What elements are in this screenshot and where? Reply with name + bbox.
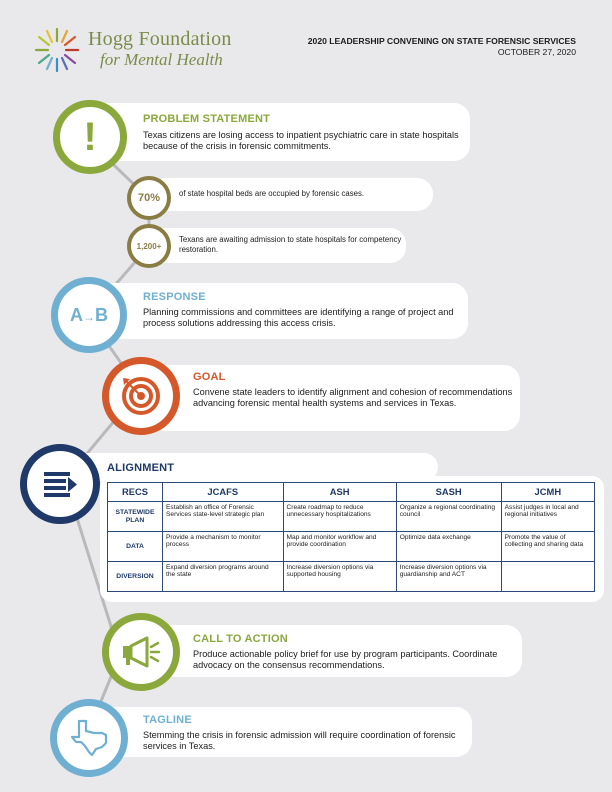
alignment-table	[107, 482, 595, 592]
alignment-circle	[20, 444, 100, 524]
table-cell: Assist judges in local and regional initiatives	[501, 502, 594, 532]
goal-body: Convene state leaders to identify alignment and cohesion of recommendations advancing forensic mental health systems and services in Texas.	[193, 387, 513, 409]
org-name: Hogg Foundation	[88, 28, 232, 50]
column-header: JCMH	[501, 483, 594, 502]
target-icon	[121, 376, 161, 416]
alignment-title: ALIGNMENT	[107, 462, 175, 474]
table-row	[108, 532, 595, 562]
response-circle	[51, 277, 127, 353]
tagline-title: TAGLINE	[143, 714, 192, 726]
table-cell	[501, 562, 594, 592]
problem-title: PROBLEM STATEMENT	[143, 113, 271, 125]
texas-icon	[69, 718, 109, 758]
table-cell: Provide a mechanism to monitor process	[163, 532, 284, 562]
tagline-circle	[50, 699, 128, 777]
list-arrow-icon	[42, 470, 78, 498]
document-title: 2020 LEADERSHIP CONVENING ON STATE FORENSIC SERVICES	[307, 36, 576, 46]
megaphone-icon	[121, 635, 161, 669]
tagline-body: Stemming the crisis in forensic admission will require coordination of forensic services in Texas.	[143, 730, 456, 752]
column-header: RECS	[108, 483, 163, 502]
table-cell: Establish an office of Forensic Services state-level strategic plan	[163, 502, 284, 532]
problem-circle	[53, 100, 127, 174]
stat1-value: 70%	[137, 192, 161, 204]
row-header: DIVERSION	[108, 562, 163, 592]
response-title: RESPONSE	[143, 291, 206, 303]
exclamation-icon: !	[83, 115, 97, 159]
column-header: SASH	[396, 483, 501, 502]
column-header: JCAFS	[163, 483, 284, 502]
a-to-b-icon: A→B	[70, 304, 108, 325]
stat2-value: 1,200+	[136, 241, 162, 251]
table-cell: Increase diversion options via guardianship and ACT	[396, 562, 501, 592]
problem-body: Texas citizens are losing access to inpatient psychiatric care in state hospitals because of the crisis in forensic commitments.	[143, 130, 459, 152]
goal-circle	[102, 357, 180, 435]
goal-title: GOAL	[193, 371, 226, 383]
stat2-circle	[127, 224, 171, 268]
column-header: ASH	[283, 483, 396, 502]
table-cell: Optimize data exchange	[396, 532, 501, 562]
row-header: STATEWIDE PLAN	[108, 502, 163, 532]
table-row	[108, 562, 595, 592]
row-header: DATA	[108, 532, 163, 562]
table-cell: Map and monitor workflow and provide coordination	[283, 532, 396, 562]
table-cell: Create roadmap to reduce unnecessary hospitalizations	[283, 502, 396, 532]
table-row	[108, 502, 595, 532]
stat1-text: of state hospital beds are occupied by forensic cases.	[179, 189, 365, 198]
response-body: Planning commissions and committees are identifying a range of project and process solutions addressing this access crisis.	[143, 307, 454, 329]
cta-body: Produce actionable policy brief for use by program participants. Coordinate advocacy on the consensus recommendations.	[193, 649, 498, 671]
table-header-row	[108, 483, 595, 502]
stat2-text: Texans are awaiting admission to state hospitals for competency restoration.	[179, 235, 402, 254]
cta-circle	[102, 613, 180, 691]
org-subtitle: for Mental Health	[100, 50, 223, 69]
cta-title: CALL TO ACTION	[193, 633, 288, 645]
stat1-circle	[127, 176, 171, 220]
sunburst-logo-icon	[34, 27, 80, 73]
table-cell: Increase diversion options via supported housing	[283, 562, 396, 592]
table-cell: Organize a regional coordinating council	[396, 502, 501, 532]
table-cell: Expand diversion programs around the state	[163, 562, 284, 592]
document-date: OCTOBER 27, 2020	[497, 47, 576, 57]
table-cell: Promote the value of collecting and sharing data	[501, 532, 594, 562]
